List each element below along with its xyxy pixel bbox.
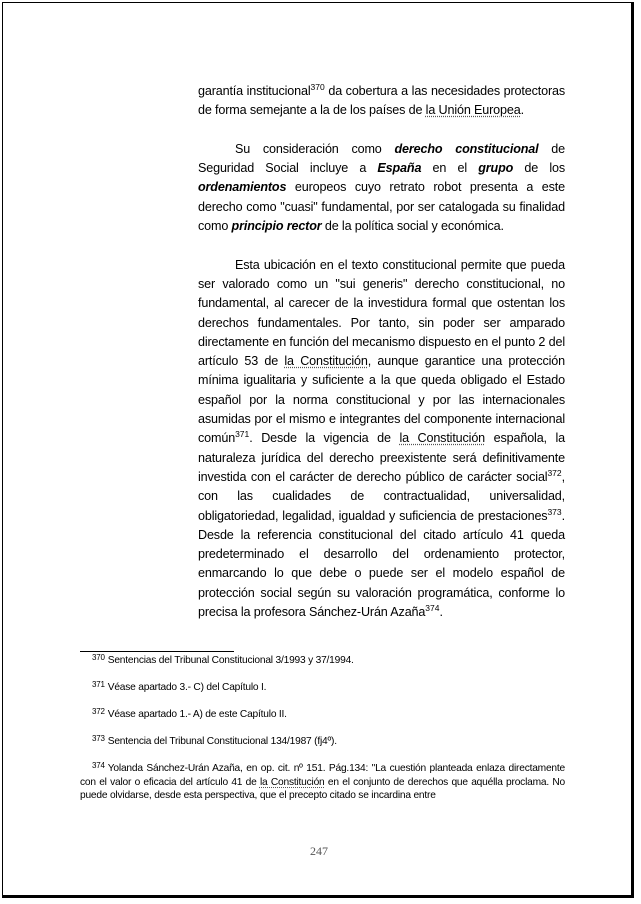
footnote-373 <box>80 735 565 749</box>
text-run: Esta ubicación en el texto constitucional permite que pueda ser valorado como un "sui generis" derecho constitucional, no fundamental, al carecer de la investidura formal que ostentan los derechos fundamentales. Por tanto, sin poder ser amparado directamente en función del mecanismo dispuesto en el punto 2 del artículo 53 de <box>198 257 565 369</box>
text-run: da cobertura a las necesidades protectoras de forma semejante a la de los países de <box>198 84 566 118</box>
footnote-text: Sentencia del Tribunal Constitucional 134/1987 (fj4º). <box>107 736 337 747</box>
page-number: 247 <box>310 844 328 858</box>
spellcheck-underlined-text: la Constitución <box>284 354 368 369</box>
text-run: europeos cuyo retrato robot presenta a este derecho como "cuasi" fundamental, por ser catalogada su finalidad como <box>198 180 565 234</box>
footnote-number: 373 <box>92 734 105 743</box>
paragraph-2 <box>198 140 565 236</box>
text-run: española, la naturaleza jurídica del derecho preexistente será definitivamente investida con el carácter de derecho público de carácter social <box>198 431 566 484</box>
footnote-separator <box>80 651 234 652</box>
text-run: . <box>520 103 524 118</box>
footnote-number: 371 <box>92 680 105 689</box>
footnote-370 <box>80 654 565 668</box>
footnote-374 <box>80 762 565 803</box>
footnote-number: 372 <box>92 707 105 716</box>
spellcheck-underlined-text: la Constitución <box>399 431 486 446</box>
text-run: garantía institucional <box>198 84 311 98</box>
text-run: de la política social y económica. <box>321 219 504 234</box>
footnote-ref-371[interactable]: 371 <box>235 429 250 440</box>
emphasis-text: ordenamientos <box>198 180 287 195</box>
paragraph-3 <box>198 256 565 623</box>
text-run: de Seguridad Social incluye a <box>198 141 565 176</box>
body-text <box>198 82 565 642</box>
document-page <box>2 2 634 898</box>
emphasis-text: derecho constitucional <box>394 141 539 156</box>
footnote-text: Sentencias del Tribunal Constitucional 3/1993 y 37/1994. <box>107 655 354 666</box>
paragraph-1 <box>198 82 565 121</box>
emphasis-text: grupo <box>478 161 514 176</box>
text-run: , con las cualidades de contractualidad, universalidad, obligatoriedad, legalidad, igualdad y suficiencia de prestaciones <box>198 469 565 523</box>
footnote-ref-370[interactable]: 370 <box>310 82 325 92</box>
text-run: . <box>439 605 443 620</box>
emphasis-text: principio rector <box>231 219 322 234</box>
footnote-number: 374 <box>92 761 105 770</box>
footnote-ref-374[interactable]: 374 <box>425 603 440 614</box>
footnote-text: Véase apartado 3.- C) del Capítulo I. <box>107 682 267 693</box>
footnote-ref-373[interactable]: 373 <box>547 506 562 517</box>
text-run: , aunque garantice una protección mínima igualitaria y suficiente a la que queda obligado el Estado español por la norma constitucional y por las internacionales asumidas por el mismo e integrantes del componente internacional común <box>198 354 566 446</box>
footnote-text: Yolanda Sánchez-Urán Azaña, en op. cit. nº 151. Pág.134: "La cuestión planteada enlaza directamente con el valor o eficacia del artículo 41 de <box>80 763 565 788</box>
footnote-ref-372[interactable]: 372 <box>547 467 562 478</box>
emphasis-text: España <box>377 161 422 176</box>
footnote-text: Véase apartado 1.- A) de este Capítulo II. <box>107 709 287 720</box>
footnote-372 <box>80 708 565 722</box>
footnote-text: en el conjunto de derechos que aquélla proclama. No puede olvidarse, desde esta perspectiva, que el precepto citado se incardina entre <box>80 776 565 801</box>
spellcheck-underlined-text: la Unión Europea <box>425 103 521 118</box>
spellcheck-underlined-text: la Constitución <box>259 776 325 788</box>
footnote-371 <box>80 681 565 695</box>
footnotes-area <box>80 654 565 803</box>
text-run: en el <box>421 161 479 176</box>
text-run: . Desde la vigencia de <box>249 431 400 446</box>
text-run: de los <box>513 161 565 176</box>
footnote-number: 370 <box>92 653 105 662</box>
text-run: Su consideración como <box>235 141 395 156</box>
text-run: . Desde la referencia constitucional del citado artículo 41 queda predeterminado el desarrollo del ordenamiento protector, enmarcando lo que debe o puede ser el modelo español de protección social según su valoración programática, conforme lo precisa la profesora Sánchez-Urán Azaña <box>198 508 565 620</box>
